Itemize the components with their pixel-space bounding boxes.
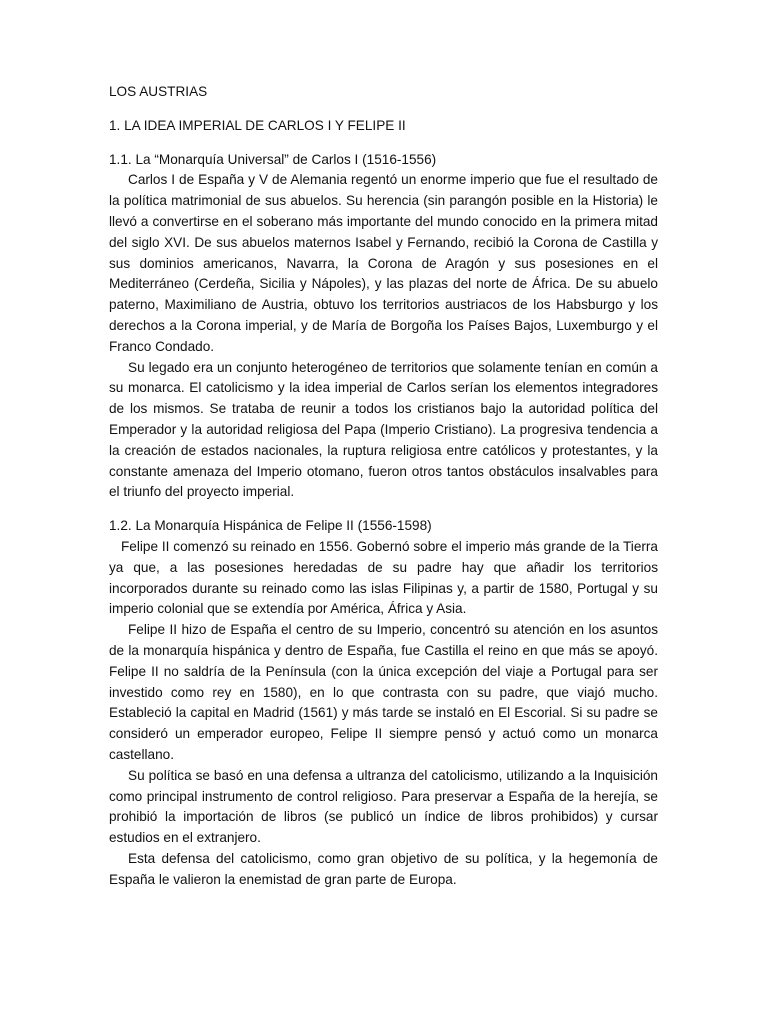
paragraph: Su legado era un conjunto heterogéneo de territorios que solamente tenían en común a su monarca. El catolicismo y la idea imperial de Carlos serían los elementos integradores de los mismos. Se trataba de reunir a todos los cristianos bajo la autoridad política del Emperador y la autoridad religiosa del Papa (Imperio Cristiano). La progresiva tendencia a la creación de estados nacionales, la ruptura religiosa entre católicos y protestantes, y la constante amenaza del Imperio otomano, fueron otros tantos obstáculos insalvables para el triunfo del proyecto imperial. bbox=[109, 359, 658, 500]
paragraph: Felipe II hizo de España el centro de su Imperio, concentró su atención en los asuntos de la monarquía hispánica y dentro de España, fue Castilla el reino en que más se apoyó. Felipe II no saldría de la Península (con la única excepción del viaje a Portugal para ser investido como rey en 1580), en lo que contrasta con su padre, que viajó mucho. Estableció la capital en Madrid (1561) y más tarde se instaló en El Escorial. Si su padre se consideró un emperador europeo, Felipe II siempre pensó y actuó como un monarca castellano. bbox=[109, 622, 658, 762]
paragraph: Carlos I de España y V de Alemania regentó un enorme imperio que fue el resultado de la política matrimonial de sus abuelos. Su herencia (sin parangón posible en la Historia) le llevó a convertirse en el soberano más importante del mundo conocido en la primera mitad del siglo XVI. De sus abuelos maternos Isabel y Fernando, recibió la Corona de Castilla y sus dominios americanos, Navarra, la Corona de Aragón y sus posesiones en el Mediterráneo (Cerdeña, Sicilia y Nápoles), y las plazas del norte de África. De su abuelo paterno, Maximiliano de Austria, obtuvo los territorios austriacos de los Habsburgo y los derechos a la Corona imperial, y de María de Borgoña los Países Bajos, Luxemburgo y el Franco Condado. bbox=[109, 172, 658, 354]
subsection-heading: 1.1. La “Monarquía Universal” de Carlos I (1516-1556) bbox=[109, 151, 437, 167]
paragraph: Esta defensa del catolicismo, como gran objetivo de su política, y la hegemonía de España le valieron la enemistad de gran parte de Europa. bbox=[109, 850, 658, 887]
subsection-carlos-i bbox=[109, 150, 658, 504]
document-page bbox=[109, 82, 658, 903]
document-title: LOS AUSTRIAS bbox=[109, 84, 208, 99]
subsection-felipe-ii bbox=[109, 516, 658, 890]
paragraph: Su política se basó en una defensa a ultranza del catolicismo, utilizando a la Inquisición como principal instrumento de control religioso. Para preservar a España de la herejía, se prohibió la importación de libros (se publicó un índice de libros prohibidos) y cursar estudios en el extranjero. bbox=[109, 767, 658, 846]
subsection-heading: 1.2. La Monarquía Hispánica de Felipe II (1556-1598) bbox=[109, 518, 432, 534]
paragraph: Felipe II comenzó su reinado en 1556. Gobernó sobre el imperio más grande de la Tierra ya que, a las posesiones heredadas de su padre hay que añadir los territorios incorporados durante su reinado como las islas Filipinas y, a partir de 1580, Portugal y su imperio colonial que se extendía por América, África y Asia. bbox=[109, 538, 658, 617]
section-heading: 1. LA IDEA IMPERIAL DE CARLOS I Y FELIPE II bbox=[109, 117, 406, 133]
